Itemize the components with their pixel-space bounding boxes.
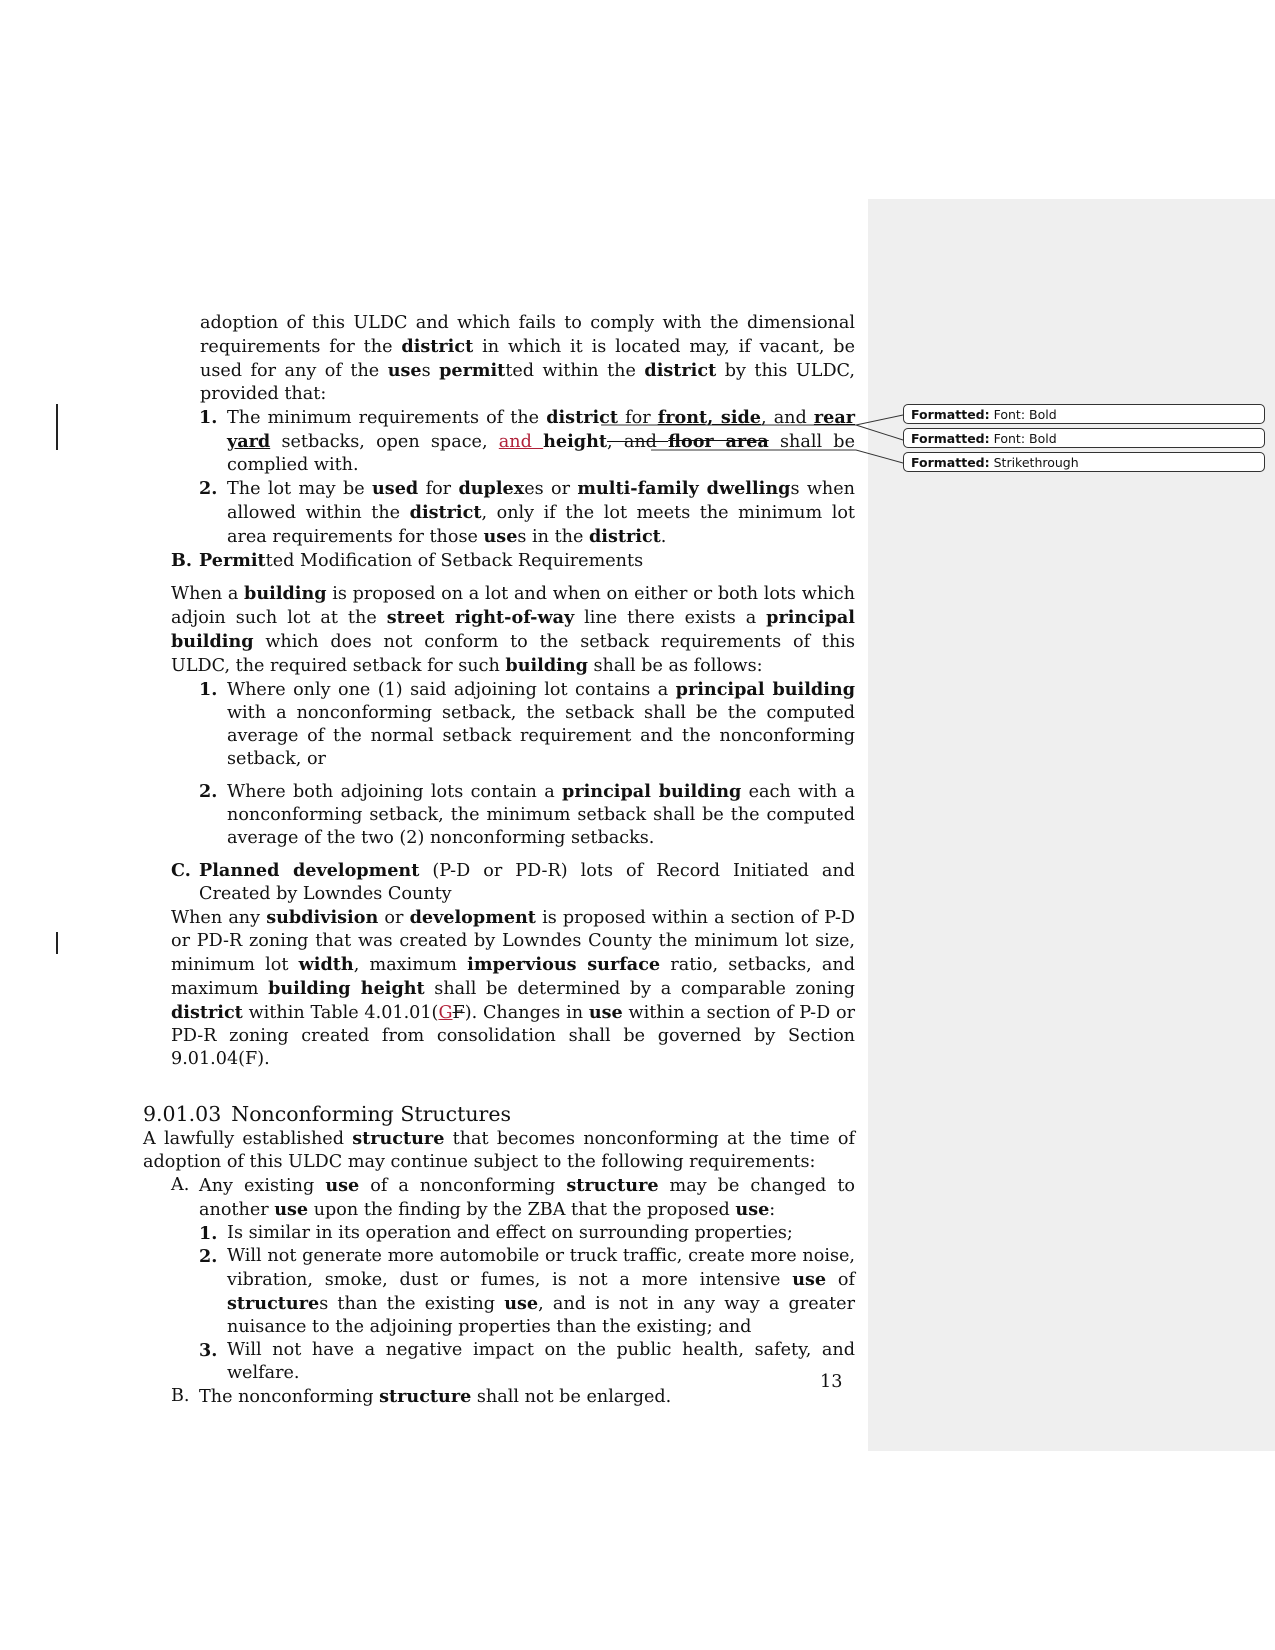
document-body [143, 312, 855, 1409]
list-item: C. Planned development (P-D or PD-R) lots of Record Initiated and Created by Lowndes County [171, 860, 855, 904]
list-item: 3. Will not have a negative impact on the public health, safety, and welfare. [199, 1340, 855, 1383]
comment-balloon[interactable]: Formatted: Strikethrough [903, 452, 1265, 472]
list-item: B. Permitted Modification of Setback Requirements [171, 550, 644, 571]
list-item: A. Any existing use of a nonconforming structure may be changed to another use upon the finding by the ZBA that the proposed use: [171, 1175, 856, 1220]
list-item: 1. Where only one (1) said adjoining lot contains a principal building with a nonconforming setback, the setback shall be the computed average of the normal setback requirement and the nonconforming setback, or [199, 679, 855, 769]
comment-margin-pane [868, 199, 1275, 1451]
section-heading: 9.01.03 Nonconforming Structures [143, 1102, 511, 1126]
comment-balloon[interactable]: Formatted: Font: Bold [903, 428, 1265, 448]
list-item: 2. Where both adjoining lots contain a principal building each with a nonconforming setback, the minimum setback shall be the computed average of the two (2) nonconforming setbacks. [199, 781, 855, 848]
change-bar [56, 932, 58, 954]
list-item: B. The nonconforming structure shall not be enlarged. [171, 1386, 672, 1407]
list-item: 2. The lot may be used for duplexes or multi-family dwellings when allowed within the district, only if the lot meets the minimum lot area requirements for those uses in the district. [199, 478, 855, 547]
list-item: 1. The minimum requirements of the district for front, side, and rear yard setbacks, open space, and height, and floor area shall be complied with. [199, 407, 856, 475]
list-item: 1. Is similar in its operation and effect on surrounding properties; [199, 1223, 793, 1244]
list-item: 2. Will not generate more automobile or truck traffic, create more noise, vibration, smoke, dust or fumes, is not a more intensive use of structures than the existing use, and is not in any way a greater nuisance to the adjoining properties than the existing; and [199, 1246, 855, 1337]
paragraph: When a building is proposed on a lot and when on either or both lots which adjoin such lot at the street right-of-way line there exists a principal building which does not conform to the setback requirements of this ULDC, the required setback for such building shall be as follows: [171, 583, 855, 676]
change-bar [56, 404, 58, 450]
paragraph: adoption of this ULDC and which fails to comply with the dimensional requirements for the district in which it is located may, if vacant, be used for any of the uses permitted within the district by this ULDC, provided that: [200, 313, 855, 404]
paragraph: A lawfully established structure that becomes nonconforming at the time of adoption of this ULDC may continue subject to the following requirements: [143, 1128, 856, 1172]
comment-balloon[interactable]: Formatted: Font: Bold [903, 404, 1265, 424]
paragraph: When any subdivision or development is proposed within a section of P-D or PD-R zoning that was created by Lowndes County the minimum lot size, minimum lot width, maximum impervious surface ratio, setbacks, and maximum building height shall be determined by a comparable zoning district within Table 4.01.01(GF). Changes in use within a section of P-D or PD-R zoning created from consolidation shall be governed by Section 9.01.04(F). [171, 907, 855, 1069]
page-number: 13 [820, 1372, 843, 1392]
